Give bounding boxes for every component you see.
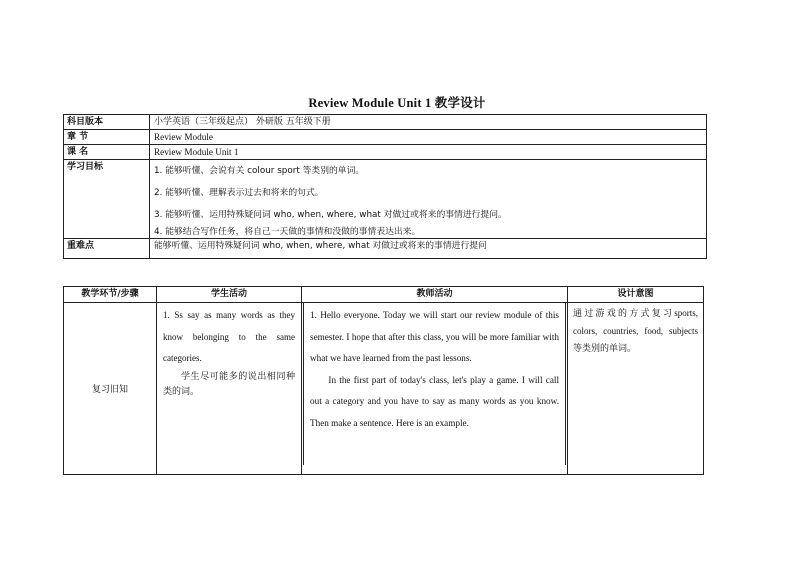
info-row-goals <box>64 160 707 239</box>
chapter-value: Review Module <box>150 130 707 145</box>
info-row-difficulty <box>64 239 707 259</box>
info-row-version <box>64 115 707 130</box>
info-row-lesson <box>64 145 707 160</box>
lesson-value: Review Module Unit 1 <box>150 145 707 160</box>
goal-item: 3. 能够听懂、运用特殊疑问词 who, when, where, what 对做过或将来的事情进行提问。 <box>154 210 507 220</box>
goal-item: 4. 能够结合写作任务，将自己一天做的事情和没做的事情表达出来。 <box>154 227 421 237</box>
header-student-activity: 学生活动 <box>157 287 302 303</box>
student-activity-text: 1. Ss say as many words as they know belonging to the same categories. <box>163 310 295 363</box>
info-row-chapter <box>64 130 707 145</box>
goals-label: 学习目标 <box>64 160 150 239</box>
goals-list <box>150 160 707 239</box>
teacher-activity-text: 1. Hello everyone. Today we will start our review module of this semester. I hope that after this class, you will be more familiar with what we have learned from the past lessons. <box>310 310 559 363</box>
difficulty-label: 重难点 <box>64 239 150 259</box>
chapter-label: 章 节 <box>64 130 150 145</box>
lesson-label: 课 名 <box>64 145 150 160</box>
student-activity-text-cn: 学生尽可能多的说出相同种类的词。 <box>163 371 295 397</box>
table-row <box>64 303 704 475</box>
teacher-activity-box <box>303 303 566 465</box>
header-stage: 教学环节/步骤 <box>64 287 157 303</box>
course-info-table <box>63 114 707 259</box>
table-header-row <box>64 287 704 303</box>
version-value: 小学英语（三年级起点） 外研版 五年级下册 <box>150 115 707 130</box>
student-activity-cell <box>157 303 302 475</box>
teacher-activity-cell <box>302 303 568 475</box>
document-title: Review Module Unit 1 教学设计 <box>308 96 486 110</box>
header-design-intent: 设计意图 <box>568 287 704 303</box>
difficulty-value: 能够听懂、运用特殊疑问词 who, when, where, what 对做过或将来的事情进行提问 <box>150 239 707 259</box>
goal-item: 2. 能够听懂、理解表示过去和将来的句式。 <box>154 188 324 198</box>
header-teacher-activity: 教师活动 <box>302 287 568 303</box>
design-intent-cell: 通 过 游 戏 的 方 式 复 习 sports, colors, countries, food, subjects 等类别的单词。 <box>568 303 704 475</box>
version-label: 科目版本 <box>64 115 150 130</box>
stage-cell: 复习旧知 <box>64 303 157 475</box>
teaching-process-table <box>63 286 704 475</box>
goal-item: 1. 能够听懂、会说有关 colour sport 等类别的单词。 <box>154 166 365 176</box>
teacher-activity-text-2: In the first part of today's class, let's play a game. I will call out a category and you have to say as many words as you know. Then make a sentence. Here is an example. <box>310 374 559 428</box>
